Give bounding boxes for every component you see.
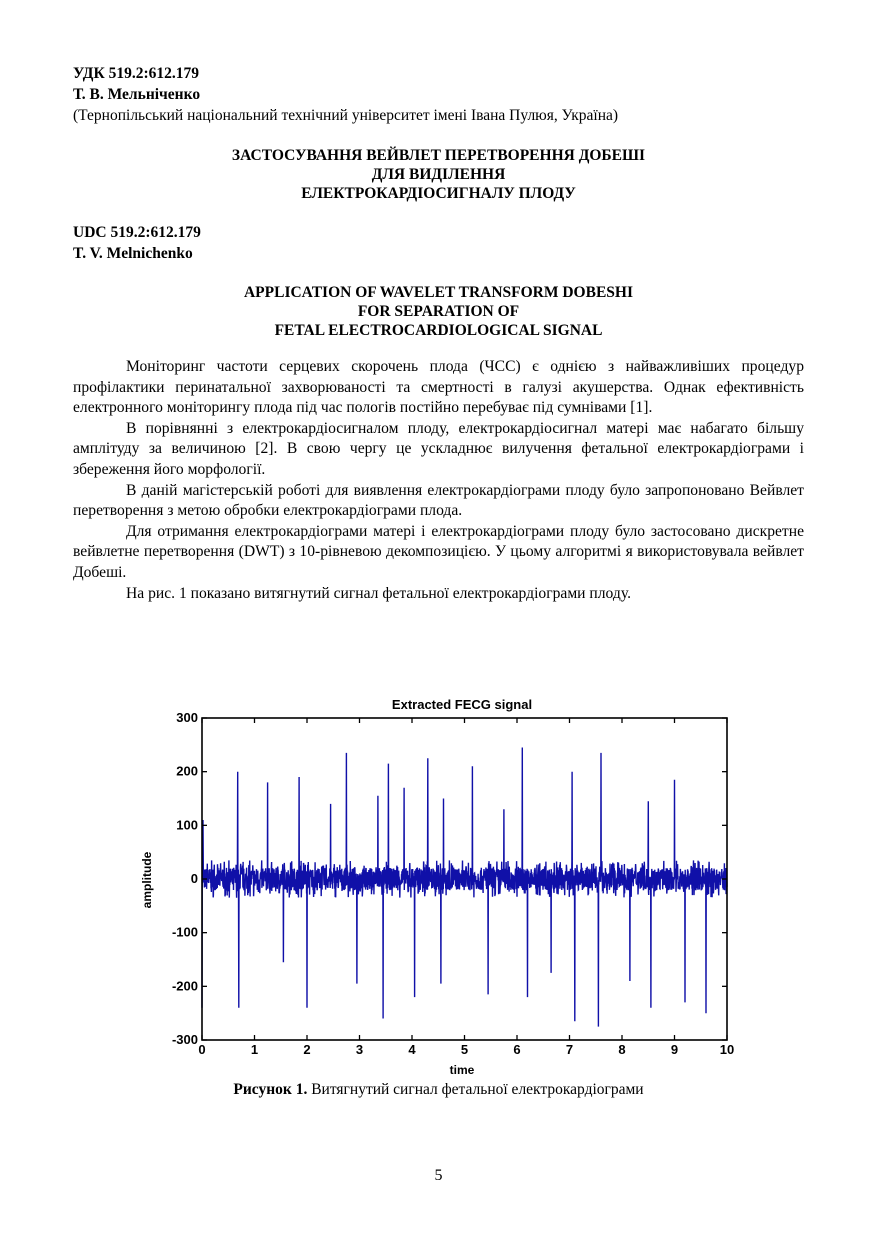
title-en-line-2: FOR SEPARATION OF — [357, 303, 520, 320]
y-tick-label: 100 — [176, 817, 198, 833]
paragraph-4: Для отримання електрокардіограми матері і електрокардіограми плоду було застосовано дискретне вейвлетне перетворення (DWT) з 10-рівневою декомпозицією. У цьому алгоритмі я використовувала вейвлет Добеші. — [73, 522, 804, 581]
title-en-line-3: FETAL ELECTROCARDIOLOGICAL SIGNAL — [274, 322, 603, 339]
affiliation-ua: (Тернопільський національний технічний університет імені Івана Пулюя, Україна) — [73, 107, 619, 124]
x-tick-label: 2 — [303, 1042, 311, 1057]
y-tick-label: -100 — [171, 924, 198, 940]
signal-line — [202, 748, 727, 1027]
fecg-chart — [140, 692, 740, 1077]
title-ua-line-3: ЕЛЕКТРОКАРДІОСИГНАЛУ ПЛОДУ — [301, 185, 576, 202]
body-text — [73, 357, 804, 604]
x-tick-label: 3 — [355, 1042, 364, 1057]
author-ua: Т. В. Мельніченко — [73, 86, 201, 103]
x-tick-label: 5 — [460, 1042, 469, 1057]
y-tick-label: 0 — [190, 871, 198, 886]
x-axis-label: time — [449, 1063, 475, 1077]
x-tick-label: 4 — [408, 1042, 416, 1057]
paragraph-2: В порівнянні з електрокардіосигналом плоду, електрокардіосигнал матері має набагато більшу амплітуду за величиною [2]. В свою чергу це ускладнює вилучення фетальної електрокардіограми і збереження його морфології. — [73, 419, 804, 478]
author-en: T. V. Melnichenko — [73, 245, 193, 262]
chart-title: Extracted FECG signal — [391, 697, 533, 712]
x-tick-label: 8 — [618, 1042, 626, 1057]
x-tick-label: 7 — [565, 1042, 574, 1057]
plot-area — [172, 710, 734, 1057]
x-tick-label: 9 — [670, 1042, 679, 1057]
x-tick-label: 1 — [250, 1042, 259, 1057]
paragraph-5: На рис. 1 показано витягнутий сигнал фетальної електрокардіограми плоду. — [126, 584, 631, 602]
x-tick-label: 0 — [198, 1042, 206, 1057]
udc-ua: УДК 519.2:612.179 — [73, 65, 199, 82]
y-tick-label: -200 — [171, 978, 198, 994]
y-tick-label: 200 — [176, 763, 198, 779]
caption-text: Витягнутий сигнал фетальної електрокардіограми — [307, 1081, 644, 1098]
y-axis-label: amplitude — [140, 851, 154, 909]
paragraph-3: В даній магістерській роботі для виявлення електрокардіограми плоду було запропоновано Вейвлет перетворення з метою обробки електрокардіограми плода. — [73, 481, 804, 520]
title-ua-line-1: ЗАСТОСУВАННЯ ВЕЙВЛЕТ ПЕРЕТВОРЕННЯ ДОБЕШІ — [231, 147, 646, 164]
caption-label: Рисунок 1. — [233, 1081, 308, 1098]
x-tick-label: 10 — [719, 1042, 735, 1057]
y-tick-label: 300 — [176, 710, 198, 725]
title-en-line-1: APPLICATION OF WAVELET TRANSFORM DOBESHI — [243, 284, 633, 301]
page-number: 5 — [434, 1167, 443, 1184]
y-tick-label: -300 — [171, 1032, 198, 1047]
paragraph-1: Моніторинг частоти серцевих скорочень плода (ЧСС) є однією з найважливіших процедур профілактики перинатальної захворюваності та смертності в галузі акушерства. Однак ефективність електронного моніторингу плода під час пологів постійно перебуває під сумнівами [1]. — [73, 358, 804, 417]
figure-caption — [0, 1081, 877, 1099]
x-tick-label: 6 — [513, 1042, 521, 1057]
title-ua-line-2: ДЛЯ ВИДІЛЕННЯ — [371, 166, 506, 183]
udc-en: UDC 519.2:612.179 — [73, 224, 201, 241]
